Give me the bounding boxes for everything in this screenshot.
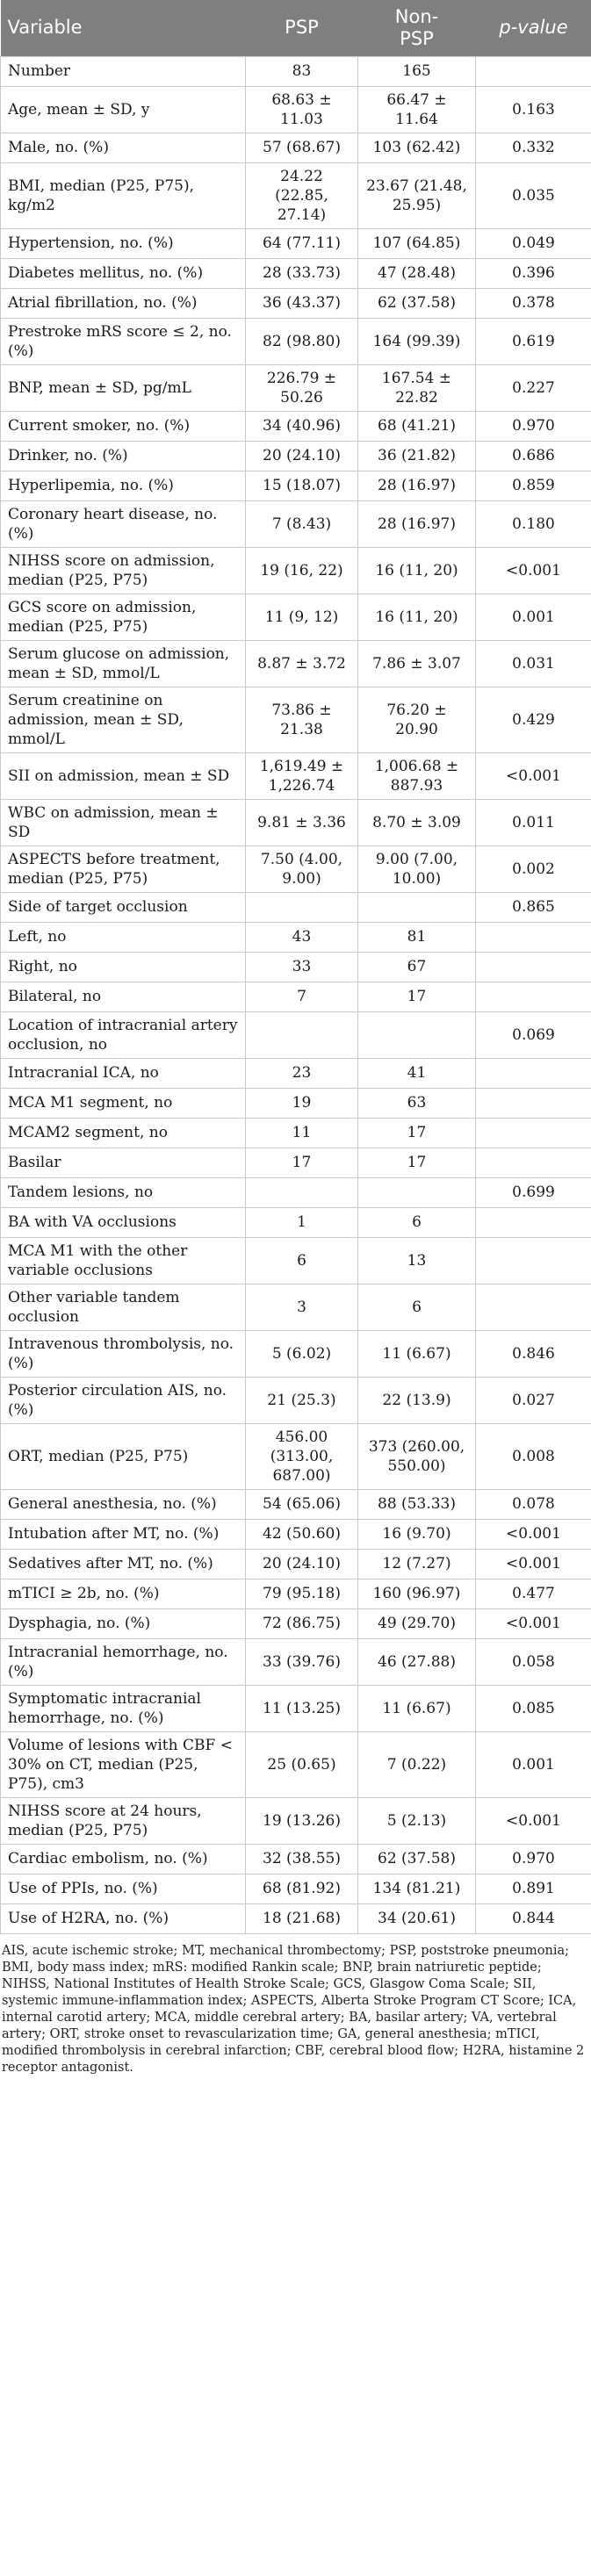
header-nonpsp-line1: Non- [394,5,439,27]
cell-pvalue: 0.049 [476,228,591,258]
cell-psp: 7.50 (4.00, 9.00) [246,845,358,892]
cell-nonpsp: 12 (7.27) [358,1549,476,1579]
table-row [1,1797,591,1844]
table-row [1,594,591,640]
cell-nonpsp: 6 [358,1207,476,1237]
cell-variable: Age, mean ± SD, y [1,86,246,133]
cell-nonpsp: 62 (37.58) [358,288,476,318]
cell-nonpsp: 6 [358,1284,476,1330]
table-row [1,1519,591,1549]
cell-nonpsp: 36 (21.82) [358,441,476,471]
cell-variable: Atrial fibrillation, no. (%) [1,288,246,318]
cell-psp: 226.79 ± 50.26 [246,364,358,411]
cell-pvalue: 0.031 [476,640,591,687]
table-row [1,1844,591,1874]
table-row [1,1207,591,1237]
table-row [1,1237,591,1284]
cell-psp: 28 (33.73) [246,258,358,288]
cell-nonpsp: 22 (13.9) [358,1377,476,1423]
cell-nonpsp: 17 [358,982,476,1011]
cell-variable: Left, no [1,922,246,952]
table-row [1,1731,591,1797]
cell-nonpsp: 17 [358,1118,476,1148]
cell-variable: Serum creatinine on admission, mean ± SD, mmol/L [1,687,246,752]
cell-variable: Tandem lesions, no [1,1177,246,1207]
cell-variable: Sedatives after MT, no. (%) [1,1549,246,1579]
cell-psp: 11 (9, 12) [246,594,358,640]
cell-pvalue [476,982,591,1011]
table-row [1,1330,591,1377]
cell-nonpsp: 164 (99.39) [358,318,476,364]
cell-psp: 15 (18.07) [246,471,358,500]
cell-pvalue: 0.035 [476,162,591,228]
cell-psp: 6 [246,1237,358,1284]
cell-variable: Serum glucose on admission, mean ± SD, mmol/L [1,640,246,687]
cell-variable: Intravenous thrombolysis, no. (%) [1,1330,246,1377]
cell-pvalue: 0.970 [476,1844,591,1874]
cell-pvalue: <0.001 [476,1797,591,1844]
cell-variable: MCA M1 segment, no [1,1088,246,1118]
cell-variable: Location of intracranial artery occlusion, no [1,1011,246,1058]
table-row [1,364,591,411]
cell-pvalue [476,1284,591,1330]
cell-pvalue [476,1058,591,1088]
cell-nonpsp: 81 [358,922,476,952]
cell-variable: MCAM2 segment, no [1,1118,246,1148]
cell-pvalue [476,1088,591,1118]
cell-nonpsp: 47 (28.48) [358,258,476,288]
cell-nonpsp: 165 [358,56,476,86]
cell-nonpsp: 76.20 ± 20.90 [358,687,476,752]
cell-pvalue: 0.001 [476,1731,591,1797]
cell-nonpsp: 7.86 ± 3.07 [358,640,476,687]
cell-pvalue: 0.078 [476,1489,591,1519]
cell-psp: 68.63 ± 11.03 [246,86,358,133]
cell-variable: General anesthesia, no. (%) [1,1489,246,1519]
cell-pvalue: 0.686 [476,441,591,471]
cell-nonpsp: 16 (11, 20) [358,594,476,640]
cell-variable: BA with VA occlusions [1,1207,246,1237]
cell-pvalue: 0.069 [476,1011,591,1058]
cell-nonpsp: 8.70 ± 3.09 [358,799,476,845]
cell-variable: Male, no. (%) [1,133,246,162]
cell-psp: 19 [246,1088,358,1118]
cell-pvalue: 0.396 [476,258,591,288]
table-row [1,471,591,500]
table-row [1,752,591,799]
cell-variable: Volume of lesions with CBF < 30% on CT, median (P25, P75), cm3 [1,1731,246,1797]
cell-nonpsp: 373 (260.00, 550.00) [358,1423,476,1489]
cell-nonpsp: 7 (0.22) [358,1731,476,1797]
table-row [1,288,591,318]
cell-psp: 7 (8.43) [246,500,358,547]
header-psp: PSP [246,0,358,56]
cell-psp: 57 (68.67) [246,133,358,162]
cell-variable: Posterior circulation AIS, no. (%) [1,1377,246,1423]
cell-variable: SII on admission, mean ± SD [1,752,246,799]
cell-pvalue: 0.859 [476,471,591,500]
cell-psp: 33 (39.76) [246,1638,358,1685]
table-row [1,318,591,364]
cell-pvalue [476,1237,591,1284]
cell-pvalue: 0.008 [476,1423,591,1489]
cell-nonpsp: 16 (11, 20) [358,547,476,594]
cell-nonpsp: 17 [358,1148,476,1177]
table-row [1,892,591,922]
cell-nonpsp: 1,006.68 ± 887.93 [358,752,476,799]
table-row [1,133,591,162]
cell-pvalue: 0.970 [476,411,591,441]
cell-psp: 82 (98.80) [246,318,358,364]
cell-pvalue: 0.865 [476,892,591,922]
header-nonpsp-line2: PSP [400,27,434,49]
cell-variable: MCA M1 with the other variable occlusions [1,1237,246,1284]
table-row [1,799,591,845]
cell-variable: Bilateral, no [1,982,246,1011]
cell-nonpsp: 28 (16.97) [358,471,476,500]
cell-psp: 23 [246,1058,358,1088]
cell-psp: 20 (24.10) [246,1549,358,1579]
cell-pvalue: 0.891 [476,1874,591,1903]
table-row [1,1011,591,1058]
cell-variable: ASPECTS before treatment, median (P25, P75) [1,845,246,892]
cell-psp: 19 (16, 22) [246,547,358,594]
cell-pvalue: 0.477 [476,1579,591,1608]
cell-pvalue: 0.846 [476,1330,591,1377]
cell-psp: 79 (95.18) [246,1579,358,1608]
cell-psp [246,1177,358,1207]
cell-variable: Drinker, no. (%) [1,441,246,471]
table-row [1,258,591,288]
cell-variable: Hypertension, no. (%) [1,228,246,258]
header-pvalue: p-value [476,0,591,56]
cell-variable: Intracranial hemorrhage, no. (%) [1,1638,246,1685]
cell-nonpsp: 11 (6.67) [358,1330,476,1377]
table-row [1,1549,591,1579]
table-row [1,441,591,471]
cell-psp: 17 [246,1148,358,1177]
cell-variable: Cardiac embolism, no. (%) [1,1844,246,1874]
cell-psp: 36 (43.37) [246,288,358,318]
table-row [1,86,591,133]
table-header [1,0,591,56]
cell-nonpsp: 41 [358,1058,476,1088]
cell-nonpsp [358,892,476,922]
cell-psp [246,1011,358,1058]
cell-nonpsp: 103 (62.42) [358,133,476,162]
cell-nonpsp: 160 (96.97) [358,1579,476,1608]
table-row [1,1148,591,1177]
cell-variable: BNP, mean ± SD, pg/mL [1,364,246,411]
cell-variable: Prestroke mRS score ≤ 2, no. (%) [1,318,246,364]
cell-pvalue: 0.619 [476,318,591,364]
cell-psp [246,892,358,922]
cell-psp: 42 (50.60) [246,1519,358,1549]
table-row [1,687,591,752]
table-row [1,1685,591,1731]
cell-psp: 1,619.49 ± 1,226.74 [246,752,358,799]
cell-variable: WBC on admission, mean ± SD [1,799,246,845]
cell-pvalue: 0.429 [476,687,591,752]
cell-variable: Current smoker, no. (%) [1,411,246,441]
cell-psp: 11 (13.25) [246,1685,358,1731]
cell-nonpsp: 88 (53.33) [358,1489,476,1519]
table-row [1,640,591,687]
table-row [1,1489,591,1519]
cell-psp: 54 (65.06) [246,1489,358,1519]
cell-pvalue: 0.085 [476,1685,591,1731]
cell-nonpsp: 11 (6.67) [358,1685,476,1731]
cell-pvalue: <0.001 [476,1519,591,1549]
cell-pvalue [476,56,591,86]
cell-nonpsp: 34 (20.61) [358,1903,476,1933]
table-row [1,162,591,228]
table-row [1,1177,591,1207]
cell-psp: 456.00 (313.00, 687.00) [246,1423,358,1489]
table-row [1,1088,591,1118]
cell-variable: Symptomatic intracranial hemorrhage, no. (%) [1,1685,246,1731]
cell-psp: 33 [246,952,358,982]
cell-pvalue: <0.001 [476,752,591,799]
table-row [1,952,591,982]
table-row [1,1874,591,1903]
cell-pvalue: 0.002 [476,845,591,892]
cell-nonpsp: 68 (41.21) [358,411,476,441]
cell-pvalue: 0.163 [476,86,591,133]
cell-variable: mTICI ≥ 2b, no. (%) [1,1579,246,1608]
cell-pvalue: 0.058 [476,1638,591,1685]
cell-pvalue: 0.011 [476,799,591,845]
table-row [1,1377,591,1423]
cell-nonpsp: 13 [358,1237,476,1284]
cell-nonpsp: 62 (37.58) [358,1844,476,1874]
cell-variable: NIHSS score at 24 hours, median (P25, P75) [1,1797,246,1844]
cell-psp: 11 [246,1118,358,1148]
cell-variable: Intracranial ICA, no [1,1058,246,1088]
cell-variable: GCS score on admission, median (P25, P75) [1,594,246,640]
cell-nonpsp: 67 [358,952,476,982]
table-row [1,228,591,258]
cell-psp: 25 (0.65) [246,1731,358,1797]
table-row [1,982,591,1011]
cell-nonpsp: 134 (81.21) [358,1874,476,1903]
cell-variable: Use of H2RA, no. (%) [1,1903,246,1933]
table-row [1,1608,591,1638]
cell-psp: 43 [246,922,358,952]
table-row [1,547,591,594]
header-nonpsp [358,0,476,56]
cell-nonpsp: 167.54 ± 22.82 [358,364,476,411]
cell-variable: Diabetes mellitus, no. (%) [1,258,246,288]
cell-variable: Intubation after MT, no. (%) [1,1519,246,1549]
cell-nonpsp: 9.00 (7.00, 10.00) [358,845,476,892]
cell-psp: 68 (81.92) [246,1874,358,1903]
cell-nonpsp: 46 (27.88) [358,1638,476,1685]
cell-pvalue: 0.699 [476,1177,591,1207]
cell-variable: ORT, median (P25, P75) [1,1423,246,1489]
cell-variable: Dysphagia, no. (%) [1,1608,246,1638]
cell-psp: 5 (6.02) [246,1330,358,1377]
cell-pvalue: <0.001 [476,1549,591,1579]
cell-pvalue: 0.027 [476,1377,591,1423]
table-row [1,56,591,86]
cell-pvalue: <0.001 [476,547,591,594]
cell-nonpsp: 5 (2.13) [358,1797,476,1844]
cell-psp: 7 [246,982,358,1011]
table-row [1,1118,591,1148]
cell-pvalue: 0.227 [476,364,591,411]
cell-psp: 64 (77.11) [246,228,358,258]
cell-nonpsp [358,1177,476,1207]
table-row [1,1423,591,1489]
cell-psp: 8.87 ± 3.72 [246,640,358,687]
cell-psp: 9.81 ± 3.36 [246,799,358,845]
cell-psp: 1 [246,1207,358,1237]
cell-psp: 19 (13.26) [246,1797,358,1844]
cell-nonpsp: 16 (9.70) [358,1519,476,1549]
cell-variable: Hyperlipemia, no. (%) [1,471,246,500]
cell-pvalue: 0.180 [476,500,591,547]
cell-pvalue: 0.844 [476,1903,591,1933]
cell-variable: Side of target occlusion [1,892,246,922]
table-row [1,1638,591,1685]
table-body [1,56,591,1933]
cell-variable: Coronary heart disease, no. (%) [1,500,246,547]
cell-psp: 72 (86.75) [246,1608,358,1638]
cell-psp: 83 [246,56,358,86]
cell-pvalue [476,1207,591,1237]
cell-pvalue [476,952,591,982]
cell-psp: 3 [246,1284,358,1330]
cell-nonpsp [358,1011,476,1058]
cell-variable: Basilar [1,1148,246,1177]
cell-psp: 18 (21.68) [246,1903,358,1933]
cell-pvalue: 0.378 [476,288,591,318]
cell-variable: Right, no [1,952,246,982]
cell-pvalue: 0.332 [476,133,591,162]
cell-variable: Use of PPIs, no. (%) [1,1874,246,1903]
cell-psp: 73.86 ± 21.38 [246,687,358,752]
cell-psp: 20 (24.10) [246,441,358,471]
table-row [1,1284,591,1330]
cell-pvalue: <0.001 [476,1608,591,1638]
table-row [1,1058,591,1088]
table-row [1,500,591,547]
cell-variable: BMI, median (P25, P75), kg/m2 [1,162,246,228]
cell-nonpsp: 23.67 (21.48, 25.95) [358,162,476,228]
cell-psp: 21 (25.3) [246,1377,358,1423]
table-row [1,922,591,952]
cell-pvalue [476,1148,591,1177]
cell-psp: 24.22 (22.85, 27.14) [246,162,358,228]
table-row [1,1579,591,1608]
table-row [1,411,591,441]
cell-variable: Other variable tandem occlusion [1,1284,246,1330]
table-row [1,845,591,892]
header-row [1,0,591,56]
cell-pvalue: 0.001 [476,594,591,640]
cell-nonpsp: 49 (29.70) [358,1608,476,1638]
cell-nonpsp: 107 (64.85) [358,228,476,258]
header-variable: Variable [1,0,246,56]
cell-variable: NIHSS score on admission, median (P25, P75) [1,547,246,594]
cell-psp: 32 (38.55) [246,1844,358,1874]
cell-nonpsp: 66.47 ± 11.64 [358,86,476,133]
table-footnote: AIS, acute ischemic stroke; MT, mechanical thrombectomy; PSP, poststroke pneumonia; BMI, body mass index; mRS: modified Rankin scale; BNP, brain natriuretic peptide; NIHSS, National Institutes of Health Stroke Scale; GCS, Glasgow Coma Scale; SII, systemic immune-inflammation index; ASPECTS, Alberta Stroke Program CT Score; ICA, internal carotid artery; MCA, middle cerebral artery; BA, basilar artery; VA, vertebral artery; ORT, stroke onset to revascularization time; GA, general anesthesia; mTICI, modified thrombolysis in cerebral infarction; CBF, cerebral blood flow; H2RA, histamine 2 receptor antagonist. [2,1943,585,2075]
cell-nonpsp: 28 (16.97) [358,500,476,547]
cell-nonpsp: 63 [358,1088,476,1118]
cell-variable: Number [1,56,246,86]
cell-pvalue [476,1118,591,1148]
cell-pvalue [476,922,591,952]
cell-psp: 34 (40.96) [246,411,358,441]
table-row [1,1903,591,1933]
